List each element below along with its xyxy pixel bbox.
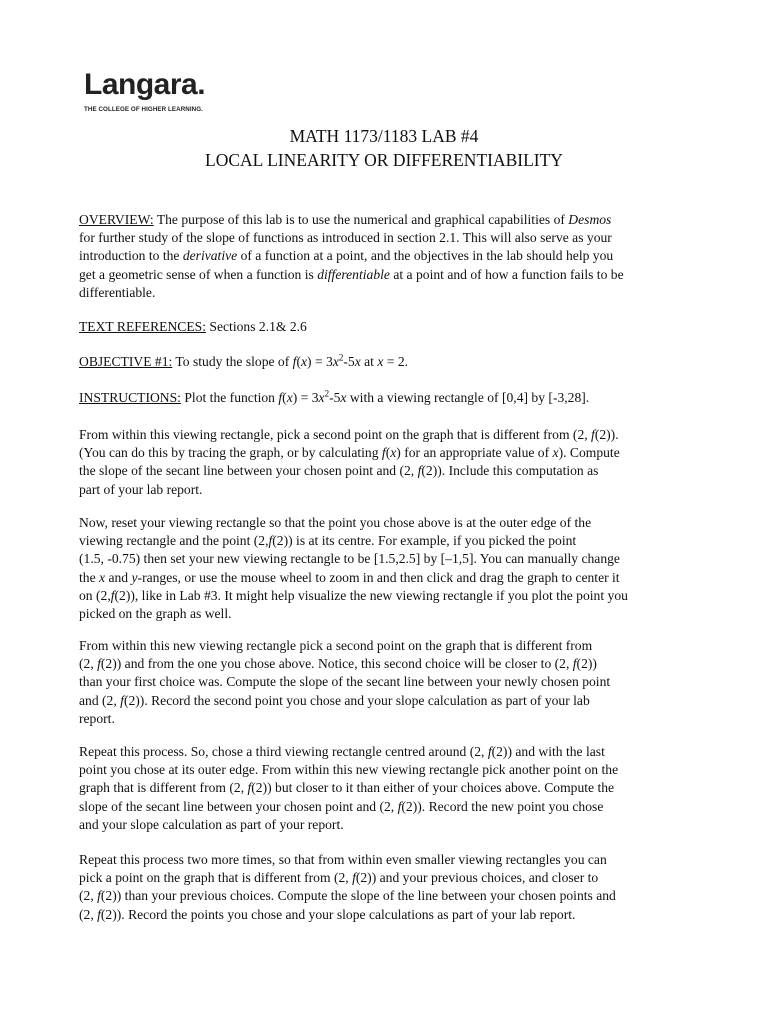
- college-logo: [84, 70, 224, 122]
- paragraph-3: From within this new viewing rectangle pick a second point on the graph that is different from (2, f(2)) and from the one you chose above. Notice, this second choice will be closer to (2, f(2)) than your first choice was. Compute the slope of the secant line between your newly chosen point and (2, f(2)). Record the second point you chose and your slope calculation as part of your lab report.: [79, 638, 611, 726]
- paragraph-1: From within this viewing rectangle, pick a second point on the graph that is different from (2, f(2)). (You can do this by tracing the graph, or by calculating f(x) for an appropriate value of x). Compute the slope of the secant line between your chosen point and (2, f(2)). Include this computation as part of your lab report.: [79, 427, 620, 497]
- instructions-label: INSTRUCTIONS:: [79, 390, 181, 405]
- instructions: INSTRUCTIONS: Plot the function $f(x) = 3x^2-5x$ with a viewing rectangle of [0,4] by [-3,28].: [79, 388, 590, 405]
- lab-title: MATH 1173/1183 LAB #4: [289, 126, 479, 146]
- overview-paragraph: OVERVIEW: The purpose of this lab is to use the numerical and graphical capabilities of Desmos for further study of the slope of functions as introduced in section 2.1. This will also serve as your introduction to the derivative of a function at a point, and the objectives in the lab should help you get a geometric sense of when a function is differentiable at a point and of how a function fails to be differentiable.: [79, 212, 624, 300]
- paragraph-2: Now, reset your viewing rectangle so that the point you chose above is at the outer edge of the viewing rectangle and the point (2,f(2)) is at its centre. For example, if you picked the point (1.5, -0.75) then set your new viewing rectangle to be [1.5,2.5] by [–1,5]. You can manually change the x and y-ranges, or use the mouse wheel to zoom in and then click and drag the graph to center it on (2,f(2)), like in Lab #3. It might help visualize the new viewing rectangle if you plot the point you picked on the graph as well.: [79, 515, 628, 622]
- logo-name: Langara.: [84, 68, 206, 101]
- lab-subtitle: LOCAL LINEARITY OR DIFFERENTIABILITY: [205, 150, 563, 170]
- logo-tagline: THE COLLEGE OF HIGHER LEARNING.: [84, 106, 203, 113]
- paragraph-4: Repeat this process. So, chose a third viewing rectangle centred around (2, f(2)) and with the last point you chose at its outer edge. From within this new viewing rectangle pick another point on the graph that is different from (2, f(2)) but closer to it than either of your choices above. Compute the slope of the secant line between your chosen point and (2, f(2)). Record the new point you chose and your slope calculation as part of your report.: [79, 744, 619, 832]
- text-references: TEXT REFERENCES: Sections 2.1& 2.6: [79, 319, 307, 334]
- objective-label: OBJECTIVE #1:: [79, 354, 173, 369]
- overview-label: OVERVIEW:: [79, 212, 154, 227]
- text-references-label: TEXT REFERENCES:: [79, 319, 207, 334]
- objective-1: OBJECTIVE #1: To study the slope of $f(x) = 3x^2-5x$ at x = 2.: [79, 352, 409, 369]
- paragraph-5: Repeat this process two more times, so that from within even smaller viewing rectangles you can pick a point on the graph that is different from (2, f(2)) and your previous choices, and closer to (2, f(2)) than your previous choices. Compute the slope of the line between your chosen points and (2, f(2)). Record the points you chose and your slope calculations as part of your lab report.: [79, 852, 616, 922]
